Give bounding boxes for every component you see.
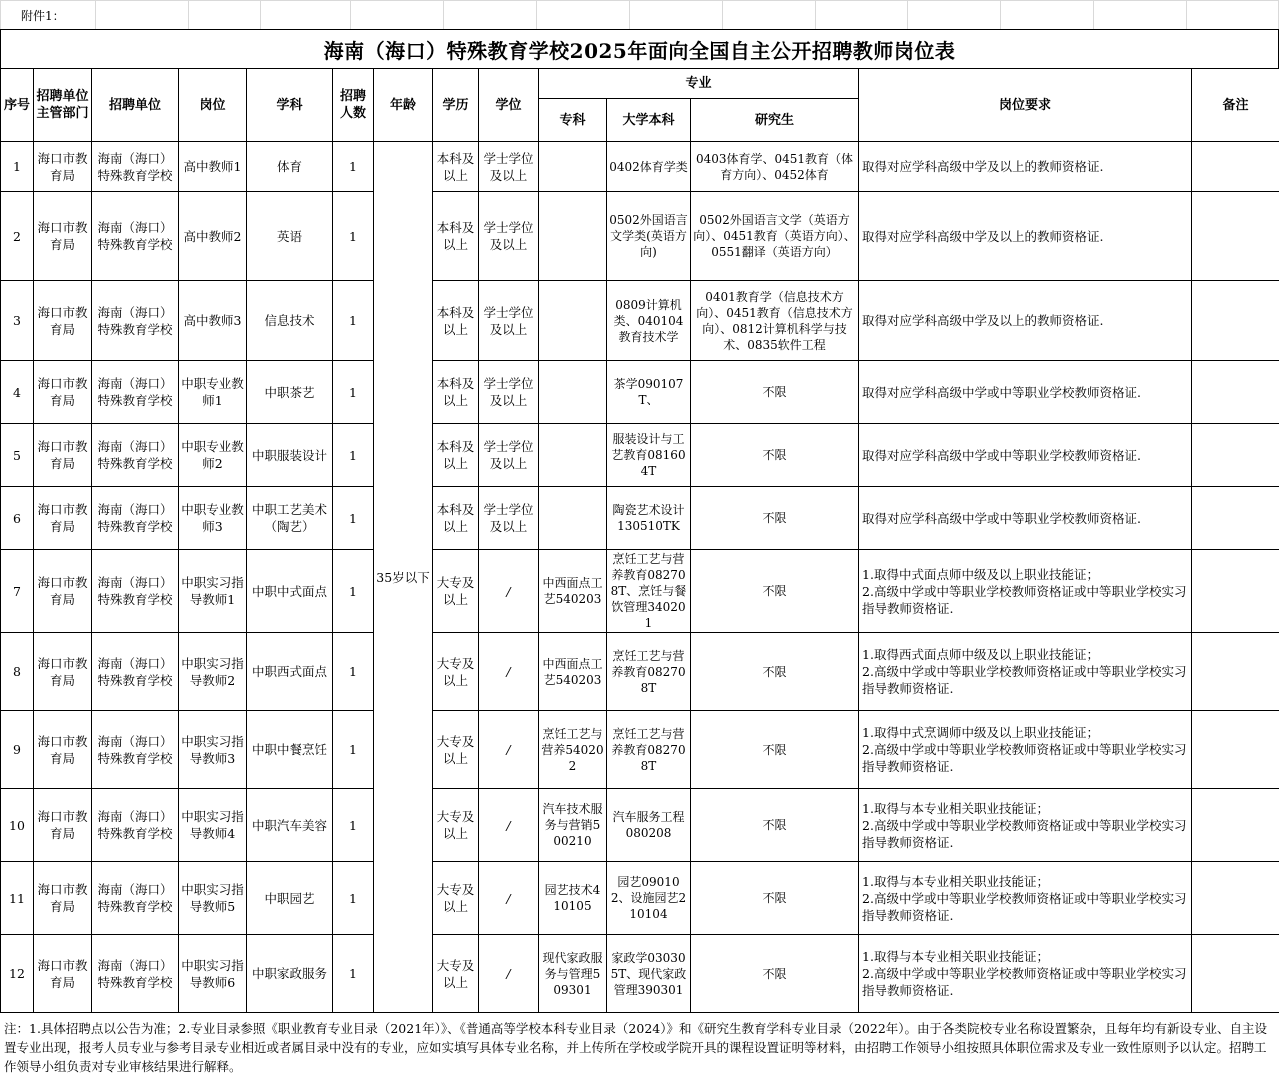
cell-post: 中职专业教师2 bbox=[179, 424, 247, 487]
table-row bbox=[1, 424, 1279, 487]
cell-unit: 海南（海口）特殊教育学校 bbox=[92, 935, 179, 1013]
cell-count: 1 bbox=[333, 789, 374, 862]
cell-major-bk: 烹饪工艺与营养教育082708T、烹饪与餐饮管理340201 bbox=[607, 550, 691, 633]
cell-degree: 学士学位及以上 bbox=[479, 192, 539, 281]
cell-major-zk: 烹饪工艺与营养540202 bbox=[539, 711, 607, 789]
cell-major-bk: 烹饪工艺与营养教育082708T bbox=[607, 711, 691, 789]
cell-edu: 本科及以上 bbox=[433, 487, 479, 550]
cell-major-bk: 茶学090107T、 bbox=[607, 361, 691, 424]
cell-post: 高中教师1 bbox=[179, 142, 247, 192]
cell-degree: / bbox=[479, 862, 539, 935]
cell-major-yjs: 不限 bbox=[691, 487, 859, 550]
cell-seq: 8 bbox=[1, 633, 34, 711]
cell-subject: 体育 bbox=[247, 142, 333, 192]
cell-requirement: 取得对应学科高级中学及以上的教师资格证. bbox=[859, 192, 1192, 281]
header-seq: 序号 bbox=[1, 69, 34, 142]
cell-post: 中职实习指导教师1 bbox=[179, 550, 247, 633]
cell-degree: / bbox=[479, 789, 539, 862]
header-age: 年龄 bbox=[374, 69, 433, 142]
cell-post: 中职实习指导教师3 bbox=[179, 711, 247, 789]
cell-requirement: 取得对应学科高级中学及以上的教师资格证. bbox=[859, 281, 1192, 361]
cell-remark bbox=[1192, 487, 1279, 550]
cell-major-bk: 烹饪工艺与营养教育082708T bbox=[607, 633, 691, 711]
cell-dept: 海口市教育局 bbox=[34, 487, 92, 550]
cell-requirement: 取得对应学科高级中学及以上的教师资格证. bbox=[859, 142, 1192, 192]
table-row bbox=[1, 281, 1279, 361]
cell-unit: 海南（海口）特殊教育学校 bbox=[92, 361, 179, 424]
cell-subject: 中职中式面点 bbox=[247, 550, 333, 633]
cell-major-bk: 服装设计与工艺教育081604T bbox=[607, 424, 691, 487]
table-row bbox=[1, 142, 1279, 192]
cell-dept: 海口市教育局 bbox=[34, 633, 92, 711]
cell-remark bbox=[1192, 192, 1279, 281]
cell-edu: 大专及以上 bbox=[433, 711, 479, 789]
cell-degree: / bbox=[479, 935, 539, 1013]
cell-subject: 中职汽车美容 bbox=[247, 789, 333, 862]
header-edu: 学历 bbox=[433, 69, 479, 142]
cell-degree: 学士学位及以上 bbox=[479, 281, 539, 361]
cell-remark bbox=[1192, 424, 1279, 487]
header-remark: 备注 bbox=[1192, 69, 1279, 142]
cell-dept: 海口市教育局 bbox=[34, 550, 92, 633]
page-title: 海南（海口）特殊教育学校2025年面向全国自主公开招聘教师岗位表 bbox=[0, 29, 1279, 69]
cell-seq: 11 bbox=[1, 862, 34, 935]
cell-seq: 9 bbox=[1, 711, 34, 789]
table-row bbox=[1, 633, 1279, 711]
cell-unit: 海南（海口）特殊教育学校 bbox=[92, 633, 179, 711]
cell-major-yjs: 0502外国语言文学（英语方向）、0451教育（英语方向）、0551翻译（英语方向） bbox=[691, 192, 859, 281]
cell-major-yjs: 不限 bbox=[691, 935, 859, 1013]
cell-count: 1 bbox=[333, 424, 374, 487]
cell-unit: 海南（海口）特殊教育学校 bbox=[92, 424, 179, 487]
cell-unit: 海南（海口）特殊教育学校 bbox=[92, 192, 179, 281]
cell-seq: 6 bbox=[1, 487, 34, 550]
cell-count: 1 bbox=[333, 142, 374, 192]
cell-edu: 大专及以上 bbox=[433, 935, 479, 1013]
cell-subject: 中职茶艺 bbox=[247, 361, 333, 424]
header-subject: 学科 bbox=[247, 69, 333, 142]
cell-major-yjs: 不限 bbox=[691, 789, 859, 862]
cell-degree: / bbox=[479, 633, 539, 711]
cell-unit: 海南（海口）特殊教育学校 bbox=[92, 142, 179, 192]
cell-major-zk bbox=[539, 487, 607, 550]
table-row bbox=[1, 361, 1279, 424]
cell-edu: 大专及以上 bbox=[433, 550, 479, 633]
header-major-zk: 专科 bbox=[539, 99, 607, 142]
cell-major-bk: 汽车服务工程080208 bbox=[607, 789, 691, 862]
cell-seq: 2 bbox=[1, 192, 34, 281]
table-row bbox=[1, 192, 1279, 281]
cell-requirement: 取得对应学科高级中学或中等职业学校教师资格证. bbox=[859, 424, 1192, 487]
cell-remark bbox=[1192, 711, 1279, 789]
cell-degree: 学士学位及以上 bbox=[479, 361, 539, 424]
cell-seq: 7 bbox=[1, 550, 34, 633]
cell-requirement: 取得对应学科高级中学或中等职业学校教师资格证. bbox=[859, 361, 1192, 424]
cell-remark bbox=[1192, 281, 1279, 361]
cell-unit: 海南（海口）特殊教育学校 bbox=[92, 487, 179, 550]
cell-seq: 4 bbox=[1, 361, 34, 424]
cell-major-yjs: 不限 bbox=[691, 862, 859, 935]
cell-dept: 海口市教育局 bbox=[34, 862, 92, 935]
cell-subject: 信息技术 bbox=[247, 281, 333, 361]
cell-major-bk: 0402体育学类 bbox=[607, 142, 691, 192]
cell-degree: 学士学位及以上 bbox=[479, 424, 539, 487]
cell-requirement: 1.取得与本专业相关职业技能证； 2.高级中学或中等职业学校教师资格证或中等职业学校实习指导教师资格证. bbox=[859, 789, 1192, 862]
cell-degree: / bbox=[479, 711, 539, 789]
cell-seq: 1 bbox=[1, 142, 34, 192]
cell-remark bbox=[1192, 935, 1279, 1013]
cell-major-yjs: 不限 bbox=[691, 424, 859, 487]
cell-count: 1 bbox=[333, 281, 374, 361]
cell-seq: 5 bbox=[1, 424, 34, 487]
cell-edu: 本科及以上 bbox=[433, 424, 479, 487]
cell-seq: 10 bbox=[1, 789, 34, 862]
cell-unit: 海南（海口）特殊教育学校 bbox=[92, 281, 179, 361]
cell-edu: 大专及以上 bbox=[433, 633, 479, 711]
table-row bbox=[1, 862, 1279, 935]
cell-major-bk: 陶瓷艺术设计130510TK bbox=[607, 487, 691, 550]
cell-major-yjs: 不限 bbox=[691, 550, 859, 633]
cell-dept: 海口市教育局 bbox=[34, 789, 92, 862]
attachment-label: 附件1： bbox=[1, 1, 96, 30]
cell-post: 高中教师3 bbox=[179, 281, 247, 361]
attachment-strip bbox=[0, 0, 1279, 30]
cell-degree: 学士学位及以上 bbox=[479, 487, 539, 550]
cell-major-bk: 园艺090102、设施园艺210104 bbox=[607, 862, 691, 935]
cell-remark bbox=[1192, 633, 1279, 711]
cell-major-yjs: 不限 bbox=[691, 361, 859, 424]
cell-edu: 本科及以上 bbox=[433, 192, 479, 281]
header-requirement: 岗位要求 bbox=[859, 69, 1192, 142]
cell-major-zk bbox=[539, 424, 607, 487]
cell-post: 中职专业教师1 bbox=[179, 361, 247, 424]
cell-dept: 海口市教育局 bbox=[34, 281, 92, 361]
header-major: 专业 bbox=[539, 69, 859, 99]
cell-remark bbox=[1192, 862, 1279, 935]
cell-major-zk: 汽车技术服务与营销500210 bbox=[539, 789, 607, 862]
cell-major-zk bbox=[539, 281, 607, 361]
cell-major-bk: 0809计算机类、040104教育技术学 bbox=[607, 281, 691, 361]
cell-dept: 海口市教育局 bbox=[34, 192, 92, 281]
cell-remark bbox=[1192, 789, 1279, 862]
cell-edu: 大专及以上 bbox=[433, 789, 479, 862]
cell-post: 中职实习指导教师4 bbox=[179, 789, 247, 862]
cell-major-zk: 现代家政服务与管理509301 bbox=[539, 935, 607, 1013]
cell-subject: 中职西式面点 bbox=[247, 633, 333, 711]
cell-requirement: 1.取得与本专业相关职业技能证； 2.高级中学或中等职业学校教师资格证或中等职业学校实习指导教师资格证. bbox=[859, 862, 1192, 935]
cell-major-zk bbox=[539, 361, 607, 424]
cell-count: 1 bbox=[333, 550, 374, 633]
cell-count: 1 bbox=[333, 633, 374, 711]
cell-edu: 本科及以上 bbox=[433, 142, 479, 192]
cell-edu: 本科及以上 bbox=[433, 281, 479, 361]
cell-major-bk: 0502外国语言文学类(英语方向) bbox=[607, 192, 691, 281]
header-dept: 招聘单位主管部门 bbox=[34, 69, 92, 142]
cell-post: 中职实习指导教师2 bbox=[179, 633, 247, 711]
table-row bbox=[1, 487, 1279, 550]
cell-major-zk: 中西面点工艺540203 bbox=[539, 633, 607, 711]
cell-subject: 中职服装设计 bbox=[247, 424, 333, 487]
footnote: 注：1.具体招聘点以公告为准；2.专业目录参照《职业教育专业目录（2021年）》、《普通高等学校本科专业目录（2024）》和《研究生教育学科专业目录（2022年）。由于各类院校专业名称设置繁杂，且每年均有新设专业、自主设置专业出现，报考人员专业与参考目录专业相近或者属目录中没有的专业，应如实填写具体专业名称，并上传所在学校或学院开具的课程设置证明等材料，由招聘工作领导小组按照具体职位需求及专业一致性原则予以认定。招聘工作领导小组负责对专业审核结果进行解释。 bbox=[4, 1021, 1268, 1074]
cell-age: 35岁以下 bbox=[374, 142, 433, 1013]
header-count: 招聘人数 bbox=[333, 69, 374, 142]
cell-post: 中职实习指导教师6 bbox=[179, 935, 247, 1013]
cell-requirement: 1.取得中式烹调师中级及以上职业技能证； 2.高级中学或中等职业学校教师资格证或中等职业学校实习指导教师资格证. bbox=[859, 711, 1192, 789]
cell-major-zk bbox=[539, 192, 607, 281]
cell-unit: 海南（海口）特殊教育学校 bbox=[92, 789, 179, 862]
cell-requirement: 1.取得与本专业相关职业技能证； 2.高级中学或中等职业学校教师资格证或中等职业学校实习指导教师资格证. bbox=[859, 935, 1192, 1013]
cell-requirement: 取得对应学科高级中学或中等职业学校教师资格证. bbox=[859, 487, 1192, 550]
cell-count: 1 bbox=[333, 935, 374, 1013]
cell-remark bbox=[1192, 142, 1279, 192]
header-major-bk: 大学本科 bbox=[607, 99, 691, 142]
cell-count: 1 bbox=[333, 487, 374, 550]
cell-major-yjs: 0401教育学（信息技术方向）、0451教育（信息技术方向）、0812计算机科学与技术、0835软件工程 bbox=[691, 281, 859, 361]
cell-subject: 中职家政服务 bbox=[247, 935, 333, 1013]
cell-count: 1 bbox=[333, 711, 374, 789]
cell-unit: 海南（海口）特殊教育学校 bbox=[92, 711, 179, 789]
cell-remark bbox=[1192, 550, 1279, 633]
cell-count: 1 bbox=[333, 192, 374, 281]
cell-edu: 大专及以上 bbox=[433, 862, 479, 935]
cell-remark bbox=[1192, 361, 1279, 424]
cell-dept: 海口市教育局 bbox=[34, 142, 92, 192]
cell-requirement: 1.取得中式面点师中级及以上职业技能证； 2.高级中学或中等职业学校教师资格证或中等职业学校实习指导教师资格证. bbox=[859, 550, 1192, 633]
cell-major-bk: 家政学030305T、现代家政管理390301 bbox=[607, 935, 691, 1013]
cell-major-yjs: 0403体育学、0451教育（体育方向）、0452体育 bbox=[691, 142, 859, 192]
cell-dept: 海口市教育局 bbox=[34, 935, 92, 1013]
table-row bbox=[1, 550, 1279, 633]
table-row bbox=[1, 935, 1279, 1013]
cell-major-zk: 园艺技术410105 bbox=[539, 862, 607, 935]
header-major-yjs: 研究生 bbox=[691, 99, 859, 142]
cell-major-zk bbox=[539, 142, 607, 192]
cell-subject: 中职中餐烹饪 bbox=[247, 711, 333, 789]
cell-post: 中职专业教师3 bbox=[179, 487, 247, 550]
cell-subject: 中职工艺美术（陶艺） bbox=[247, 487, 333, 550]
cell-major-zk: 中西面点工艺540203 bbox=[539, 550, 607, 633]
recruitment-table bbox=[0, 68, 1279, 1013]
cell-subject: 中职园艺 bbox=[247, 862, 333, 935]
cell-seq: 12 bbox=[1, 935, 34, 1013]
cell-requirement: 1.取得西式面点师中级及以上职业技能证； 2.高级中学或中等职业学校教师资格证或中等职业学校实习指导教师资格证. bbox=[859, 633, 1192, 711]
cell-unit: 海南（海口）特殊教育学校 bbox=[92, 550, 179, 633]
header-unit: 招聘单位 bbox=[92, 69, 179, 142]
cell-edu: 本科及以上 bbox=[433, 361, 479, 424]
cell-post: 中职实习指导教师5 bbox=[179, 862, 247, 935]
cell-count: 1 bbox=[333, 361, 374, 424]
cell-unit: 海南（海口）特殊教育学校 bbox=[92, 862, 179, 935]
cell-seq: 3 bbox=[1, 281, 34, 361]
cell-dept: 海口市教育局 bbox=[34, 711, 92, 789]
cell-post: 高中教师2 bbox=[179, 192, 247, 281]
cell-degree: / bbox=[479, 550, 539, 633]
header-degree: 学位 bbox=[479, 69, 539, 142]
cell-degree: 学士学位及以上 bbox=[479, 142, 539, 192]
table-row bbox=[1, 789, 1279, 862]
header-post: 岗位 bbox=[179, 69, 247, 142]
cell-subject: 英语 bbox=[247, 192, 333, 281]
cell-major-yjs: 不限 bbox=[691, 711, 859, 789]
cell-dept: 海口市教育局 bbox=[34, 361, 92, 424]
cell-count: 1 bbox=[333, 862, 374, 935]
table-row bbox=[1, 711, 1279, 789]
cell-dept: 海口市教育局 bbox=[34, 424, 92, 487]
cell-major-yjs: 不限 bbox=[691, 633, 859, 711]
